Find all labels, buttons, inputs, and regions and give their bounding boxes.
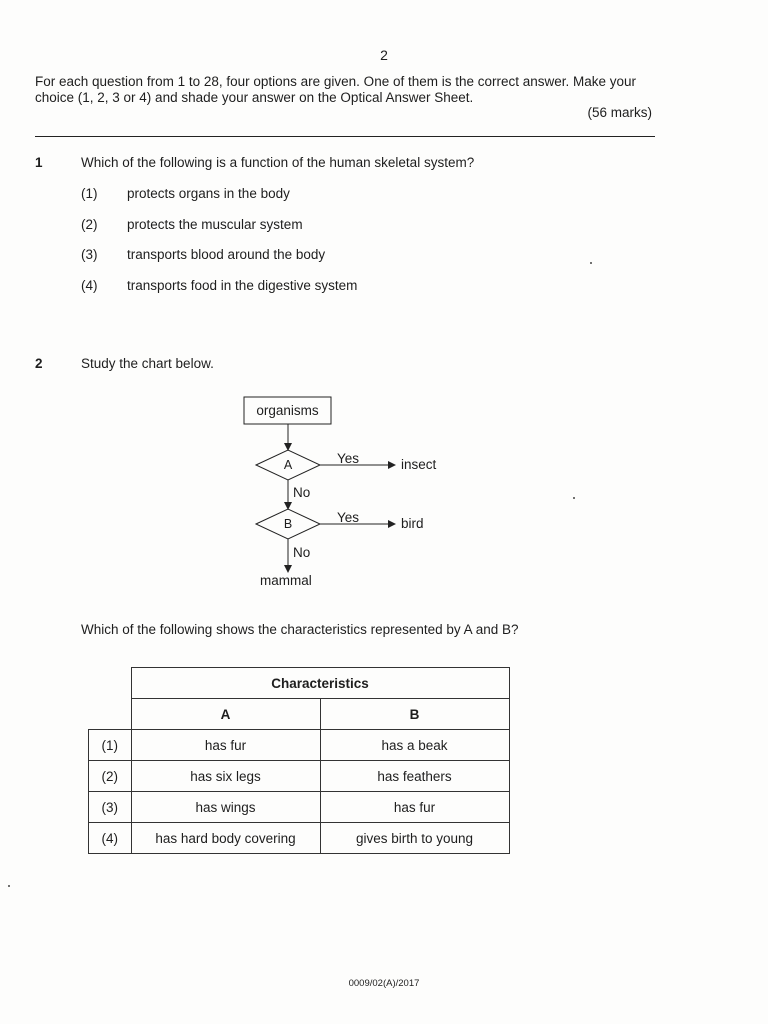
row-option-number: (2) bbox=[89, 761, 132, 792]
table-corner-blank bbox=[89, 668, 132, 699]
row-cell-a: has hard body covering bbox=[131, 823, 320, 854]
question-1-text: Which of the following is a function of the human skeletal system? bbox=[81, 155, 475, 170]
row-option-number: (1) bbox=[89, 730, 132, 761]
table-row bbox=[89, 761, 510, 792]
table-row bbox=[89, 730, 510, 761]
node-a-label: A bbox=[283, 458, 293, 472]
table-header-characteristics: Characteristics bbox=[131, 668, 509, 699]
no-a-label: No bbox=[293, 485, 311, 500]
q1-option-4-text: transports food in the digestive system bbox=[127, 278, 358, 293]
answer-table bbox=[88, 667, 510, 854]
q1-option-2-text: protects the muscular system bbox=[127, 217, 303, 232]
question-1-number: 1 bbox=[35, 155, 43, 170]
result-bird-label: bird bbox=[401, 516, 424, 531]
table-corner-blank bbox=[89, 699, 132, 730]
q1-option-3-number: (3) bbox=[81, 247, 98, 262]
table-col-b-header: B bbox=[320, 699, 509, 730]
q1-option-1-text: protects organs in the body bbox=[127, 186, 290, 201]
flowchart-start-label: organisms bbox=[256, 403, 319, 418]
row-cell-b: has a beak bbox=[320, 730, 509, 761]
result-mammal-label: mammal bbox=[260, 573, 312, 588]
question-2-intro: Study the chart below. bbox=[81, 356, 214, 371]
question-2-number: 2 bbox=[35, 356, 43, 371]
yes-a-label: Yes bbox=[337, 451, 360, 466]
instructions: For each question from 1 to 28, four options are given. One of them is the correct answer. Make your choice (1, 2, 3 or 4) and shade your answer on the Optical Answer Sheet. bbox=[35, 74, 637, 105]
node-b-label: B bbox=[283, 517, 293, 531]
table-row bbox=[89, 823, 510, 854]
yes-b-label: Yes bbox=[337, 510, 360, 525]
page-number: 2 bbox=[380, 47, 388, 63]
no-b-label: No bbox=[293, 545, 311, 560]
row-cell-a: has six legs bbox=[131, 761, 320, 792]
total-marks: (56 marks) bbox=[587, 105, 652, 120]
scan-speck bbox=[573, 497, 575, 499]
q1-option-2-number: (2) bbox=[81, 217, 98, 232]
row-cell-a: has fur bbox=[131, 730, 320, 761]
table-header-row bbox=[89, 668, 510, 699]
result-insect-label: insect bbox=[401, 457, 437, 472]
table-col-a-header: A bbox=[131, 699, 320, 730]
row-option-number: (4) bbox=[89, 823, 132, 854]
table-row bbox=[89, 792, 510, 823]
question-2-text: Which of the following shows the characteristics represented by A and B? bbox=[81, 622, 519, 637]
q1-option-1-number: (1) bbox=[81, 186, 98, 201]
page-footer-code: 0009/02(A)/2017 bbox=[348, 978, 420, 989]
row-cell-a: has wings bbox=[131, 792, 320, 823]
q1-option-4-number: (4) bbox=[81, 278, 98, 293]
row-cell-b: has feathers bbox=[320, 761, 509, 792]
table-subheader-row bbox=[89, 699, 510, 730]
row-cell-b: has fur bbox=[320, 792, 509, 823]
q1-option-3-text: transports blood around the body bbox=[127, 247, 326, 262]
row-option-number: (3) bbox=[89, 792, 132, 823]
scan-speck bbox=[8, 885, 10, 887]
row-cell-b: gives birth to young bbox=[320, 823, 509, 854]
scan-speck bbox=[590, 262, 592, 264]
